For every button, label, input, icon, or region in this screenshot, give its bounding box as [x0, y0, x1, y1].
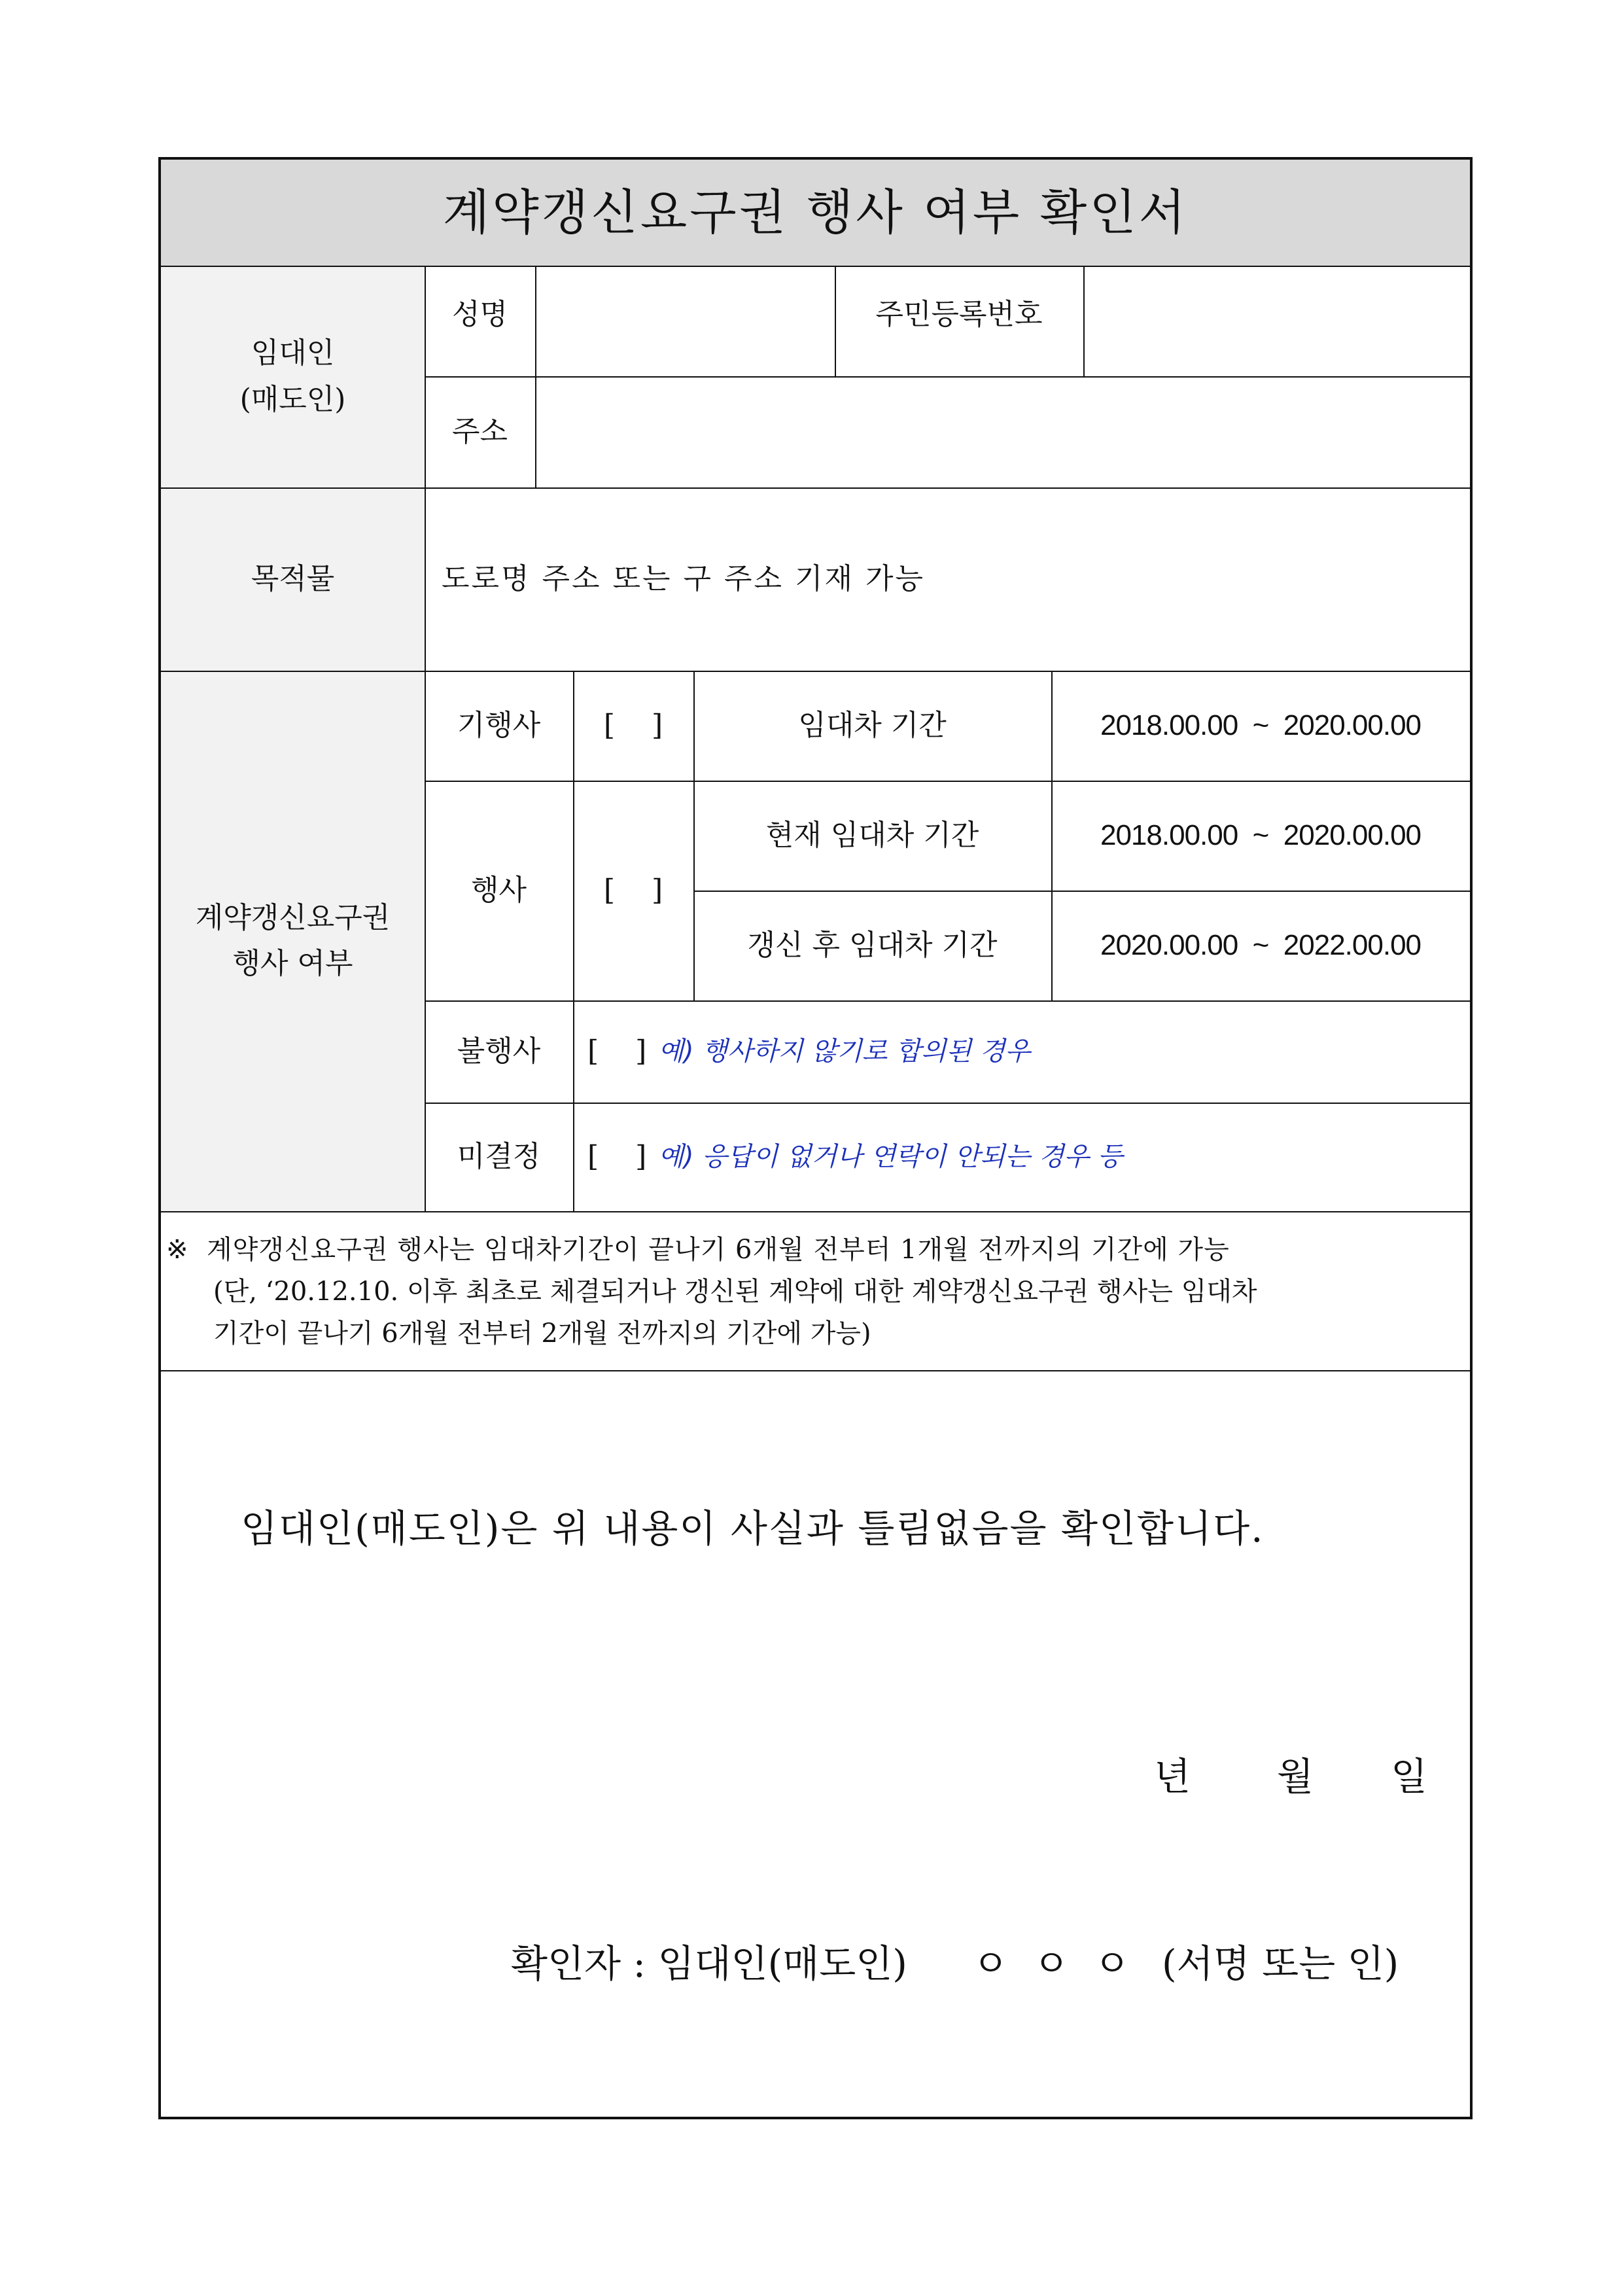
signature-note[interactable]: (서명 또는 인) — [1162, 1941, 1399, 1986]
address-field[interactable] — [535, 376, 1470, 487]
date-day[interactable]: 일 — [1391, 1754, 1428, 1799]
form-frame — [158, 157, 1473, 2119]
date-year[interactable]: 년 — [1154, 1754, 1191, 1799]
confirmer-label: 확인자 : 임대인(매도인) — [511, 1941, 907, 1986]
undecided-example: 예) 응답이 없거나 연락이 안되는 경우 등 — [658, 1142, 1123, 1172]
not-exercised-label: 불행사 — [457, 1034, 541, 1068]
not-exercised-checkbox[interactable]: [ ] — [587, 1034, 647, 1068]
exercise-label-line2: 행사 여부 — [232, 947, 353, 980]
note-line-2: (단, ‘20.12.10. 이후 최초로 체결되거나 갱신된 계약에 대한 계약갱신요구권 행사는 임대차 — [213, 1277, 1257, 1307]
not-exercised-row — [573, 1000, 1470, 1103]
exercise-label-line1: 계약갱신요구권 — [195, 900, 391, 934]
current-lease-period-label: 현재 임대차 기간 — [765, 818, 979, 852]
exercise-checkbox[interactable]: [ ] — [603, 873, 663, 907]
document-title: 계약갱신요구권 행사 여부 확인서 — [442, 184, 1189, 241]
property-label: 목적물 — [251, 561, 335, 595]
undecided-checkbox[interactable]: [ ] — [587, 1139, 647, 1173]
lessor-label-line2: (매도인) — [239, 382, 346, 416]
lessor-label-line1: 임대인 — [251, 336, 335, 370]
id-number-field[interactable] — [1083, 266, 1470, 376]
property-field[interactable]: 도로명 주소 또는 구 주소 기재 가능 — [442, 561, 925, 595]
address-label: 주소 — [451, 414, 508, 448]
name-field[interactable] — [535, 266, 835, 376]
renewed-lease-period-label: 갱신 후 임대차 기간 — [747, 928, 998, 962]
exercise-label: 행사 — [470, 873, 527, 907]
lease-period-value[interactable]: 2018.00.00 ~ 2020.00.00 — [1100, 709, 1422, 741]
already-exercised-label: 기행사 — [457, 708, 541, 742]
current-lease-period-value[interactable]: 2018.00.00 ~ 2020.00.00 — [1100, 819, 1422, 851]
note-line-3: 기간이 끝나기 6개월 전부터 2개월 전까지의 기간에 가능) — [213, 1318, 871, 1349]
confirmation-statement: 임대인(매도인)은 위 내용이 사실과 틀림없음을 확인합니다. — [241, 1506, 1265, 1551]
undecided-label: 미결정 — [457, 1139, 541, 1173]
renewed-lease-period-value[interactable]: 2020.00.00 ~ 2022.00.00 — [1100, 928, 1422, 961]
note-line-1: 계약갱신요구권 행사는 임대차기간이 끝나기 6개월 전부터 1개월 전까지의 기간에 가능 — [207, 1235, 1230, 1265]
name-label: 성명 — [451, 298, 508, 331]
id-number-label: 주민등록번호 — [875, 298, 1043, 331]
lessor-label — [161, 266, 425, 487]
already-exercised-checkbox[interactable]: [ ] — [603, 708, 663, 742]
undecided-row — [573, 1103, 1470, 1211]
confirmer-name[interactable]: ㅇ ㅇ ㅇ — [972, 1941, 1130, 1986]
exercise-section-label — [161, 671, 425, 1211]
note-mark: ※ — [166, 1235, 188, 1265]
lease-period-label: 임대차 기간 — [798, 708, 947, 742]
not-exercised-example: 예) 행사하지 않기로 합의된 경우 — [658, 1036, 1031, 1067]
date-month[interactable]: 월 — [1277, 1754, 1314, 1799]
